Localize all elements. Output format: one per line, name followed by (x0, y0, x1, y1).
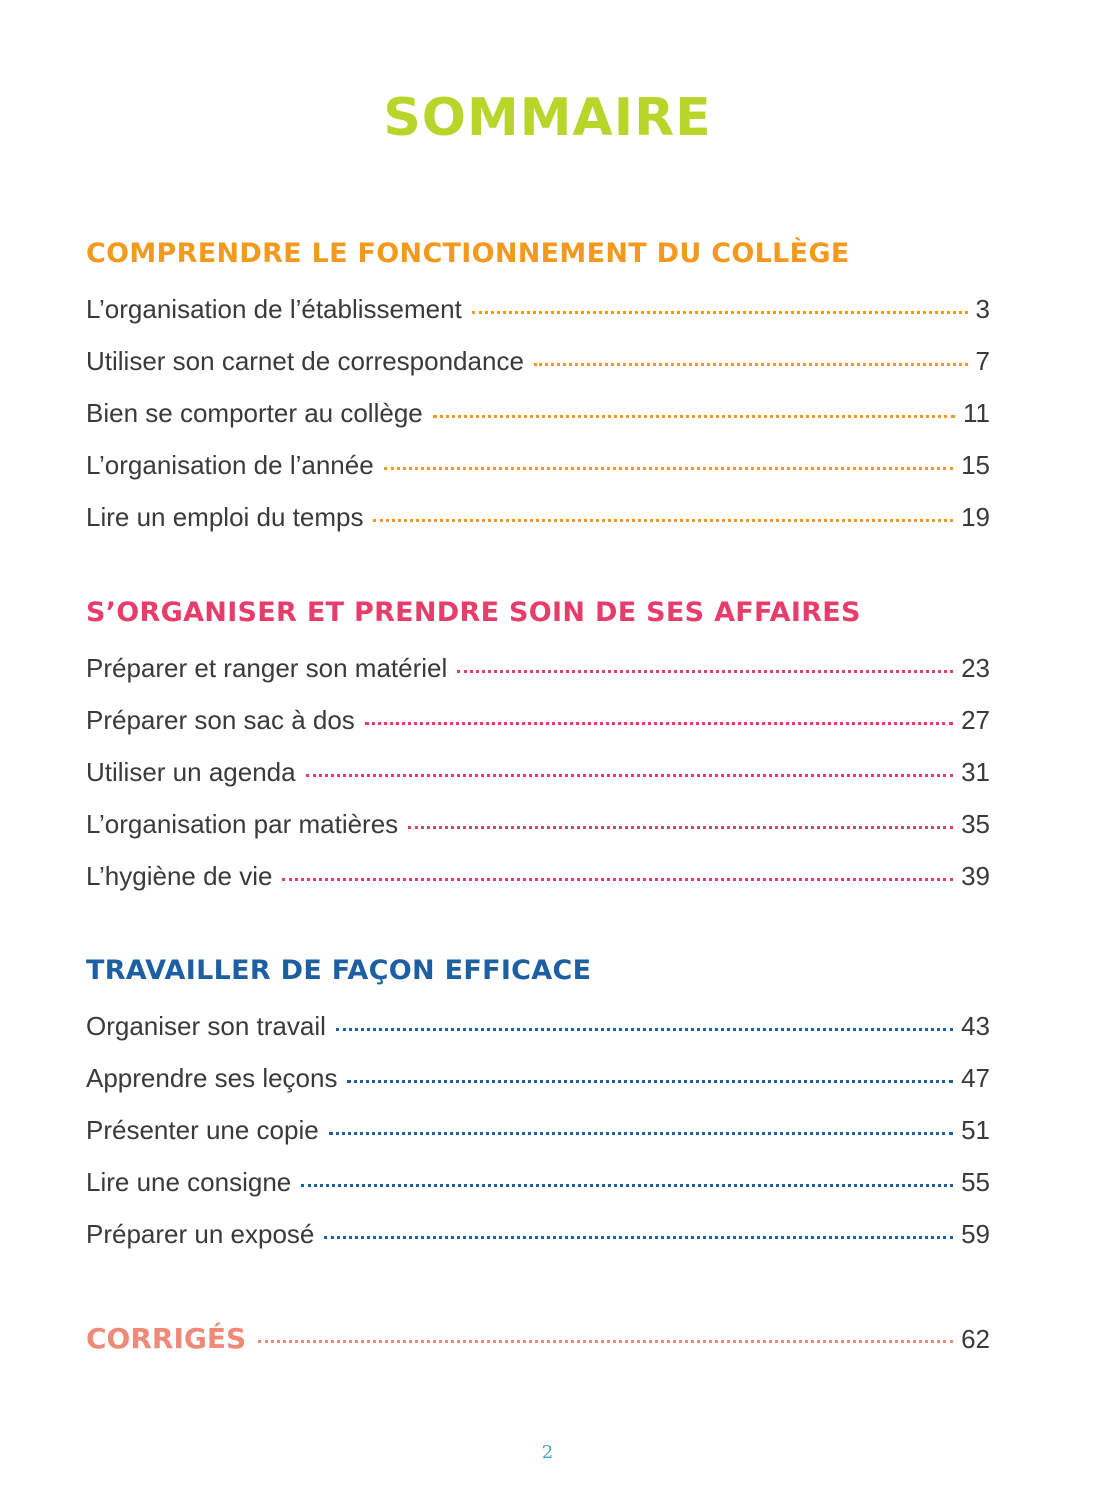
toc-corriges-entry[interactable] (86, 1322, 990, 1355)
toc-entry-label: Lire une consigne (86, 1167, 292, 1197)
toc-entry-page: 3 (975, 294, 990, 324)
toc-entry[interactable] (86, 705, 990, 757)
dot-leader (336, 1028, 953, 1031)
toc-entry-page: 19 (961, 502, 990, 532)
toc-entry-label: L’hygiène de vie (86, 861, 273, 891)
toc-entry-page: 55 (961, 1167, 990, 1197)
dot-leader (384, 467, 953, 470)
toc-entry-page: 43 (961, 1011, 990, 1041)
dot-leader (347, 1080, 953, 1083)
toc-entry[interactable] (86, 294, 990, 346)
toc-entry-page: 47 (961, 1063, 990, 1093)
toc-entry[interactable] (86, 502, 990, 554)
dot-leader (472, 311, 968, 314)
dot-leader (373, 519, 953, 522)
dot-leader (329, 1132, 953, 1135)
toc-entry-label: Préparer et ranger son matériel (86, 653, 448, 683)
toc-entry-label: Lire un emploi du temps (86, 502, 364, 532)
dot-leader (306, 774, 954, 777)
toc-entries (86, 653, 990, 913)
section-title: S’ORGANISER ET PRENDRE SOIN DE SES AFFAIRES (86, 597, 861, 628)
toc-entry-page: 59 (961, 1219, 990, 1249)
toc-entry[interactable] (86, 653, 990, 705)
toc-entry[interactable] (86, 1011, 990, 1063)
corriges-page: 62 (961, 1324, 990, 1354)
toc-entry[interactable] (86, 1115, 990, 1167)
toc-entry-page: 23 (961, 653, 990, 683)
toc-entry-label: Apprendre ses leçons (86, 1063, 338, 1093)
toc-section-1 (86, 237, 990, 554)
toc-entry-page: 39 (961, 861, 990, 891)
toc-entry-label: Préparer son sac à dos (86, 705, 355, 735)
toc-entry-label: Utiliser un agenda (86, 757, 296, 787)
toc-entry-label: Préparer un exposé (86, 1219, 315, 1249)
corriges-title: CORRIGÉS (86, 1322, 247, 1355)
page-title: SOMMAIRE (383, 88, 712, 148)
dot-leader (324, 1236, 953, 1239)
dot-leader (301, 1184, 953, 1187)
toc-entries (86, 294, 990, 554)
dot-leader (457, 670, 953, 673)
toc-section-2 (86, 596, 990, 913)
toc-entry-page: 51 (961, 1115, 990, 1145)
toc-entries (86, 1011, 990, 1271)
toc-section-3 (86, 954, 990, 1271)
toc-entry-page: 15 (961, 450, 990, 480)
toc-entry[interactable] (86, 809, 990, 861)
dot-leader (258, 1340, 953, 1343)
toc-entry-label: Utiliser son carnet de correspondance (86, 346, 524, 376)
toc-entry-label: L’organisation de l’année (86, 450, 374, 480)
dot-leader (433, 415, 955, 418)
dot-leader (282, 878, 953, 881)
toc-entry-page: 31 (961, 757, 990, 787)
dot-leader (365, 722, 953, 725)
page-number: 2 (541, 1442, 554, 1463)
toc-entry-label: Organiser son travail (86, 1011, 326, 1041)
toc-entry[interactable] (86, 861, 990, 913)
toc-entry-page: 7 (975, 346, 990, 376)
dot-leader (408, 826, 953, 829)
toc-entry-label: Bien se comporter au collège (86, 398, 423, 428)
toc-entry-page: 11 (963, 398, 990, 428)
toc-entry-label: Présenter une copie (86, 1115, 319, 1145)
toc-entry[interactable] (86, 1167, 990, 1219)
toc-entry[interactable] (86, 398, 990, 450)
section-title: COMPRENDRE LE FONCTIONNEMENT DU COLLÈGE (86, 238, 850, 269)
toc-entry[interactable] (86, 346, 990, 398)
section-title: TRAVAILLER DE FAÇON EFFICACE (86, 955, 592, 986)
toc-entry[interactable] (86, 1063, 990, 1115)
toc-entry[interactable] (86, 1219, 990, 1271)
dot-leader (534, 363, 968, 366)
toc-entry-label: L’organisation par matières (86, 809, 399, 839)
toc-entry[interactable] (86, 450, 990, 502)
toc-entry-page: 35 (961, 809, 990, 839)
toc-entry-page: 27 (961, 705, 990, 735)
toc-entry[interactable] (86, 757, 990, 809)
toc-entry-label: L’organisation de l’établissement (86, 294, 462, 324)
